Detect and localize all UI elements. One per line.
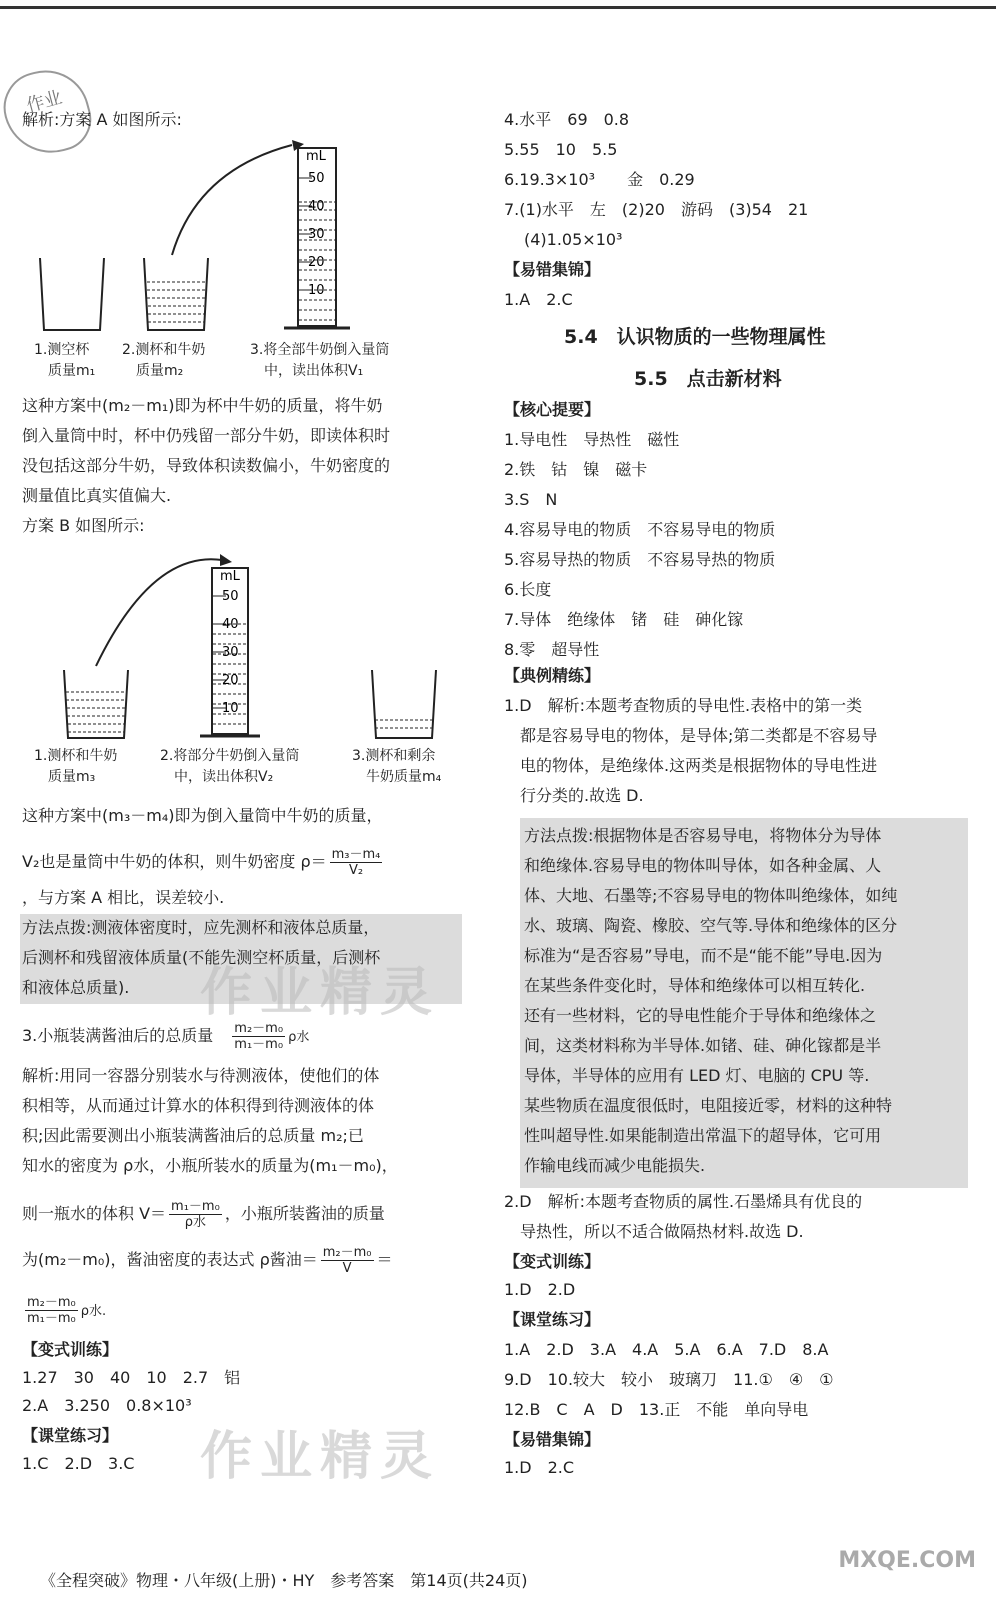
fraction	[321, 1245, 374, 1276]
tip-line: 水、玻璃、陶瓷、橡胶、空气等.导体和绝缘体的区分	[524, 916, 898, 935]
tip-line: 和液体总质量).	[22, 978, 130, 997]
core-point: 2.铁 钴 镍 磁卡	[504, 460, 648, 479]
formula-text: ，小瓶所装酱油的质量	[224, 1204, 385, 1223]
numerator: m₂－m₀	[322, 1245, 372, 1260]
example-1: 1.D 解析:本题考查物质的导电性.表格中的第一类	[504, 696, 863, 715]
heading-class-practice: 【课堂练习】	[22, 1426, 119, 1445]
q3-text: 3.小瓶装满酱油后的总质量	[22, 1026, 214, 1045]
tip-line: 在某些条件变化时，导体和绝缘体可以相互转化.	[524, 976, 866, 995]
cyl-a-tick: 40	[308, 199, 325, 214]
denominator: V	[342, 1261, 352, 1276]
caption-line: 质量m₂	[136, 363, 184, 379]
cyl-b-tick: 10	[222, 701, 239, 716]
example-2: 导热性，所以不适合做隔热材料.故选 D.	[504, 1222, 804, 1241]
example-1: 都是容易导电的物体，是导体;第二类都是不容易导	[504, 726, 878, 745]
caption-line: 3.将全部牛奶倒入量筒	[250, 342, 390, 358]
tip-line: 间，这类材料称为半导体.如锗、硅、砷化镓都是半	[524, 1036, 882, 1055]
answer-line: 1.A 2.D 3.A 4.A 5.A 6.A 7.D 8.A	[504, 1340, 829, 1359]
diag-b-caption-3	[352, 746, 441, 788]
top-rule	[0, 6, 996, 9]
stamp-text: 作业	[24, 87, 65, 117]
core-point: 8.零 超导性	[504, 640, 600, 659]
answer-line: (4)1.05×10³	[524, 230, 623, 249]
caption-line: 牛奶质量m₄	[366, 769, 442, 785]
heading-common-mistakes: 【易错集锦】	[504, 1430, 601, 1449]
corner-logo-text: MXQE.COM	[838, 1548, 976, 1573]
heading-core-points: 【核心提要】	[504, 400, 601, 419]
cyl-a-unit: mL	[306, 149, 326, 164]
example-1: 行分类的.故选 D.	[504, 786, 644, 805]
watermark: 作业精灵	[200, 1427, 441, 1487]
answer-line: 7.(1)水平 左 (2)20 游码 (3)54 21	[504, 200, 809, 219]
tip-line: 作输电线而减少电能损失.	[524, 1156, 706, 1175]
tip-line: 方法点拨:测液体密度时，应先测杯和液体总质量，	[22, 918, 380, 937]
denominator: m₁－m₀	[234, 1037, 284, 1052]
answer-line: 1.27 30 40 10 2.7 铝	[22, 1368, 241, 1387]
cyl-b-unit: mL	[220, 569, 240, 584]
cyl-a-tick: 30	[308, 227, 325, 242]
core-point: 4.容易导电的物质 不容易导电的物质	[504, 520, 776, 539]
cyl-a-tick: 20	[308, 255, 325, 270]
caption-line: 2.测杯和牛奶	[122, 342, 206, 358]
density-expr-line	[22, 1240, 393, 1280]
fraction	[25, 1295, 78, 1326]
answer-line: 1.D 2.C	[504, 1458, 575, 1477]
tip-line: 后测杯和残留液体质量(不能先测空杯质量，后测杯	[22, 948, 381, 967]
tip-line: 某些物质在温度很低时，电阻接近零，材料的这种特	[524, 1096, 893, 1115]
heading-variant-training: 【变式训练】	[504, 1252, 601, 1271]
diagram-a	[22, 130, 462, 340]
fraction	[169, 1199, 222, 1230]
cyl-b-tick: 50	[222, 589, 239, 604]
answer-line: 1.D 2.D	[504, 1280, 576, 1299]
heading-variant-training: 【变式训练】	[22, 1340, 119, 1359]
tip-line: 性叫超导性.如果能制造出常温下的超导体，它可用	[524, 1126, 882, 1145]
caption-line: 2.将部分牛奶倒入量筒	[160, 748, 300, 764]
watermark: 作业精灵	[200, 963, 441, 1023]
section-title-5-4: 5.4 认识物质的一些物理属性	[564, 326, 826, 348]
para-a: 没包括这部分牛奶，导致体积读数偏小，牛奶密度的	[22, 456, 391, 475]
diag-a-caption-1	[34, 340, 95, 382]
cyl-a-tick: 10	[308, 283, 325, 298]
heading-examples: 【典例精练】	[504, 666, 601, 685]
fraction	[330, 847, 383, 878]
numerator: m₁－m₀	[171, 1199, 220, 1214]
answer-line: 9.D 10.较大 较小 玻璃刀 11.① ④ ①	[504, 1370, 834, 1389]
example-2: 2.D 解析:本题考查物质的属性.石墨烯具有优良的	[504, 1192, 863, 1211]
rho-water: ρ水	[288, 1030, 310, 1045]
answer-line: 6.19.3×10³ 金 0.29	[504, 170, 695, 189]
tip-line: 标准为“是否容易”导电，而不是“能不能”导电.因为	[524, 946, 883, 965]
denominator: ρ水	[184, 1215, 207, 1230]
density-formula-line	[22, 842, 385, 882]
answer-line: 1.A 2.C	[504, 290, 573, 309]
corner-logo	[838, 1548, 976, 1573]
fraction	[232, 1021, 285, 1052]
formula-text: ＝	[376, 1250, 393, 1269]
analysis-3: 解析:用同一容器分别装水与待测液体，使他们的体	[22, 1066, 380, 1085]
tip-line: 体、大地、石墨等;不容易导电的物体叫绝缘体，如纯	[524, 886, 898, 905]
cyl-b-tick: 40	[222, 617, 239, 632]
para-a: 这种方案中(m₂－m₁)即为杯中牛奶的质量，将牛奶	[22, 396, 383, 415]
caption-line: 1.测空杯	[34, 342, 90, 358]
core-point: 6.长度	[504, 580, 552, 599]
diag-b-caption-2	[160, 746, 299, 788]
numerator: m₃－m₄	[331, 847, 381, 862]
cyl-b-tick: 30	[222, 645, 239, 660]
answer-line: 1.C 2.D 3.C	[22, 1454, 135, 1473]
denominator: m₁－m₀	[27, 1311, 76, 1326]
diag-b-caption-1	[34, 746, 117, 788]
answer-line: 5.55 10 5.5	[504, 140, 618, 159]
diag-a-caption-3	[250, 340, 389, 382]
core-point: 5.容易导热的物质 不容易导热的物质	[504, 550, 776, 569]
caption-line: 3.测杯和剩余	[352, 748, 436, 764]
denominator: V₂	[348, 863, 364, 878]
numerator: m₂－m₀	[234, 1021, 284, 1036]
heading-class-practice: 【课堂练习】	[504, 1310, 601, 1329]
cyl-b-tick: 20	[222, 673, 239, 688]
formula-text: 则一瓶水的体积 V＝	[22, 1204, 167, 1223]
tip-line: 方法点拨:根据物体是否容易导电，将物体分为导体	[524, 826, 882, 845]
tip-line: 和绝缘体.容易导电的物体叫导体，如各种金属、人	[524, 856, 882, 875]
page-footer: 《全程突破》物理・八年级(上册)・HY 参考答案 第14页(共24页)	[40, 1571, 528, 1590]
caption-line: 质量m₁	[48, 363, 96, 379]
caption-line: 质量m₃	[48, 769, 96, 785]
volume-formula-line	[22, 1194, 385, 1234]
core-point: 7.导体 绝缘体 锗 硅 砷化镓	[504, 610, 744, 629]
diag-a-caption-2	[122, 340, 205, 382]
rho-water: ρ水.	[80, 1304, 107, 1319]
core-point: 3.S N	[504, 490, 558, 509]
para-b: 这种方案中(m₃－m₄)即为倒入量筒中牛奶的质量，	[22, 806, 383, 825]
formula-text: 为(m₂－m₀)，酱油密度的表达式 ρ酱油＝	[22, 1250, 318, 1269]
example-1: 电的物体，是绝缘体.这两类是根据物体的导电性进	[504, 756, 878, 775]
analysis-3: 积相等，从而通过计算水的体积得到待测液体的体	[22, 1096, 375, 1115]
analysis-3: 积;因此需要测出小瓶装满酱油后的总质量 m₂;已	[22, 1126, 364, 1145]
caption-line: 中，读出体积V₁	[264, 363, 364, 379]
answer-line: 4.水平 69 0.8	[504, 110, 630, 129]
section-title-5-5: 5.5 点击新材料	[634, 368, 782, 390]
para-a: 倒入量筒中时，杯中仍残留一部分牛奶，即读体积时	[22, 426, 391, 445]
density-expr-line-2	[22, 1290, 106, 1332]
core-point: 1.导电性 导热性 磁性	[504, 430, 680, 449]
caption-line: 中，读出体积V₂	[174, 769, 274, 785]
tip-line: 还有一些材料，它的导电性能介于导体和绝缘体之	[524, 1006, 877, 1025]
tip-line: 导体，半导体的应用有 LED 灯、电脑的 CPU 等.	[524, 1066, 870, 1085]
analysis-3: 知水的密度为 ρ水，小瓶所装水的质量为(m₁－m₀)，	[22, 1156, 398, 1175]
para-b: ，与方案 A 相比，误差较小.	[22, 888, 225, 907]
answer-line: 12.B C A D 13.正 不能 单向导电	[504, 1400, 809, 1419]
para-a: 测量值比真实值偏大.	[22, 486, 172, 505]
heading-common-mistakes: 【易错集锦】	[504, 260, 601, 279]
analysis-b-label: 方案 B 如图所示:	[22, 516, 145, 535]
caption-line: 1.测杯和牛奶	[34, 748, 118, 764]
formula-text: V₂也是量筒中牛奶的体积，则牛奶密度 ρ＝	[22, 852, 327, 871]
cyl-a-tick: 50	[308, 171, 325, 186]
diagram-b	[22, 540, 462, 745]
numerator: m₂－m₀	[27, 1295, 76, 1310]
analysis-a-label: 解析:方案 A 如图所示:	[22, 110, 182, 129]
answer-line: 2.A 3.250 0.8×10³	[22, 1396, 192, 1415]
